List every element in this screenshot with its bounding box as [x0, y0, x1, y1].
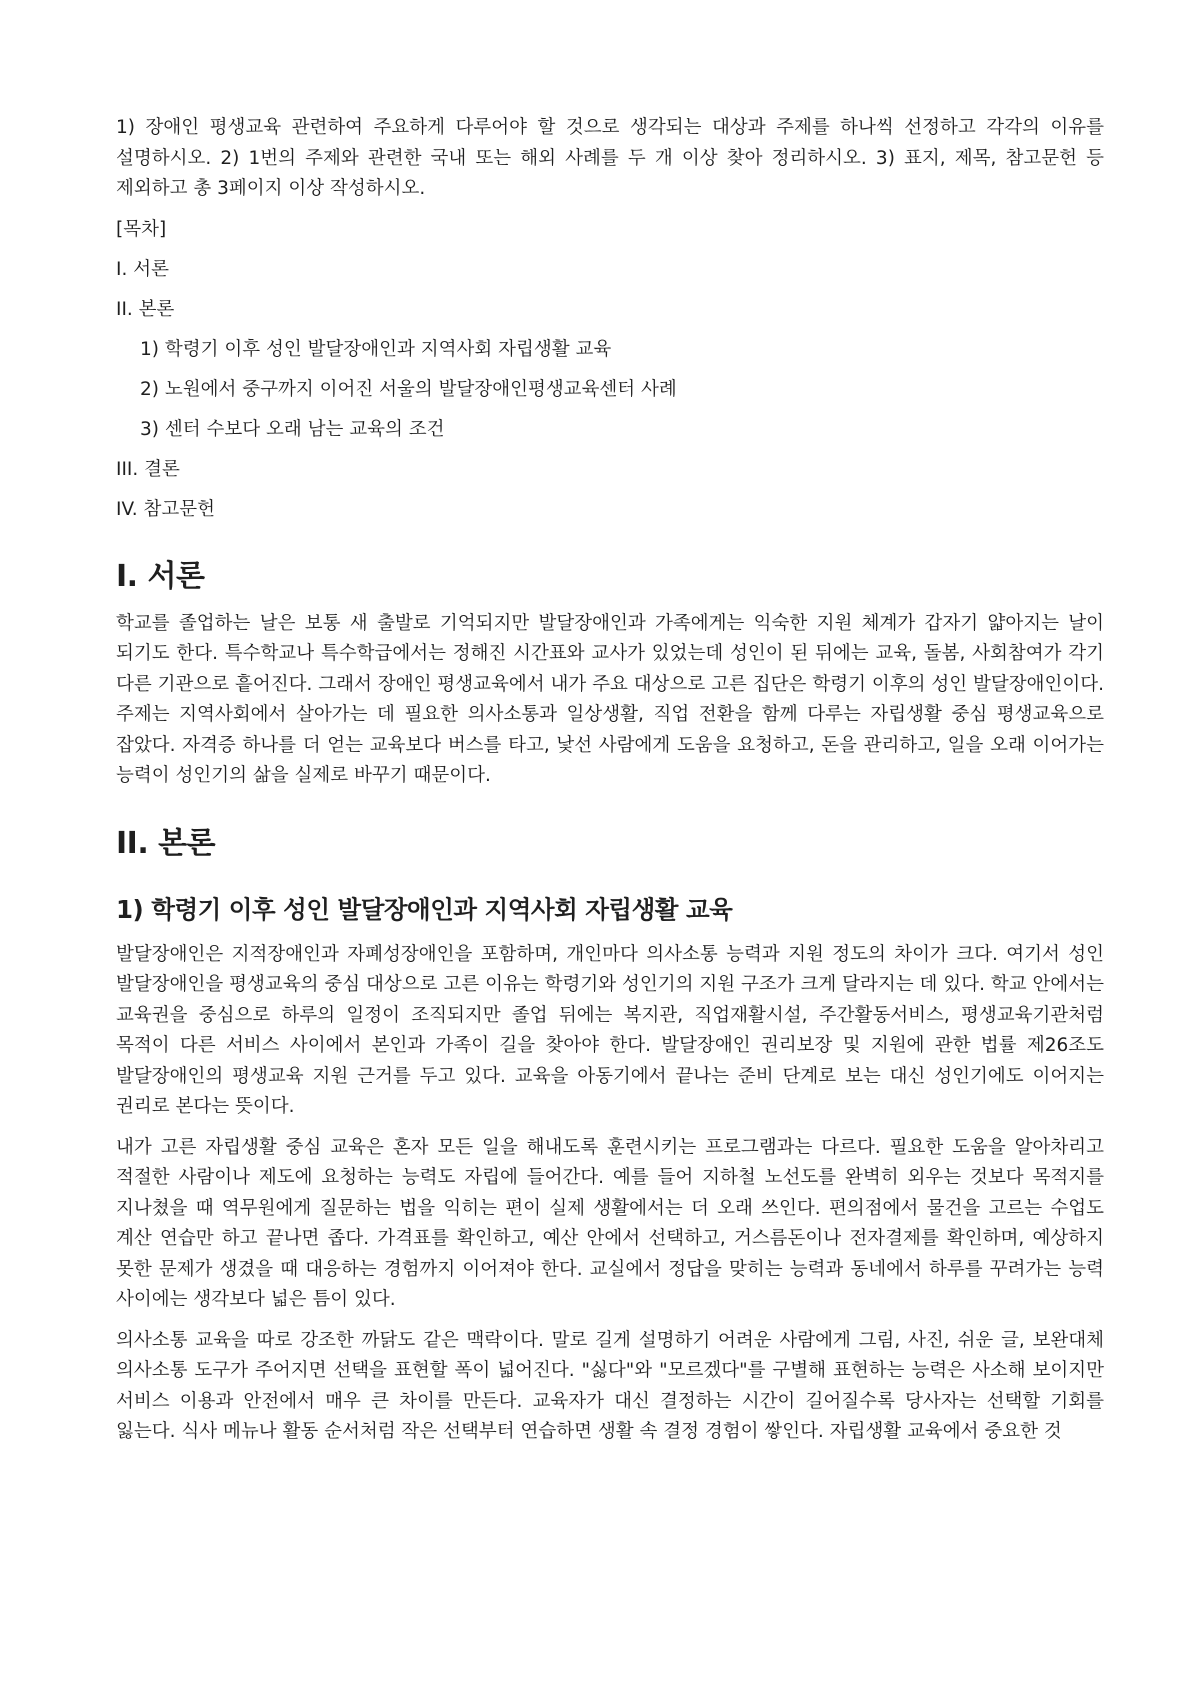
table-of-contents	[116, 215, 1104, 525]
toc-item-body-3: 3) 센터 수보다 오래 남는 교육의 조건	[140, 418, 445, 440]
toc-list	[116, 255, 1104, 525]
toc-item-body-2: 2) 노원에서 중구까지 이어진 서울의 발달장애인평생교육센터 사례	[140, 378, 677, 400]
section-title-body: II. 본론	[116, 825, 216, 861]
toc-heading: [목차]	[116, 218, 167, 240]
toc-item-conclusion: III. 결론	[116, 458, 180, 480]
toc-item-body-1: 1) 학령기 이후 성인 발달장애인과 지역사회 자립생활 교육	[140, 338, 612, 360]
assignment-prompt: 1) 장애인 평생교육 관련하여 주요하게 다루어야 할 것으로 생각되는 대상과 주제를 하나씩 선정하고 각각의 이유를 설명하시오. 2) 1번의 주제와 관련한 국내 또는 해외 사례를 두 개 이상 찾아 정리하시오. 3) 표지, 제목, 참고문헌 등 제외하고 총 3페이지 이상 작성하시오.	[116, 117, 1104, 199]
toc-item-intro: I. 서론	[116, 258, 169, 280]
section-title-intro: I. 서론	[116, 558, 205, 594]
toc-item-references: IV. 참고문헌	[116, 498, 215, 520]
toc-item-body: II. 본론	[116, 298, 175, 320]
body-paragraph: 의사소통 교육을 따로 강조한 까닭도 같은 맥락이다. 말로 길게 설명하기 어려운 사람에게 그림, 사진, 쉬운 글, 보완대체 의사소통 도구가 주어지면 선택을 표현할 폭이 넓어진다. "싫다"와 "모르겠다"를 구별해 표현하는 능력은 사소해 보이지만 서비스 이용과 안전에서 매우 큰 차이를 만든다. 교육자가 대신 결정하는 시간이 길어질수록 당사자는 선택할 기회를 잃는다. 식사 메뉴나 활동 순서처럼 작은 선택부터 연습하면 생활 속 결정 경험이 쌓인다. 자립생활 교육에서 중요한 것	[116, 1329, 1104, 1442]
body-paragraph: 발달장애인은 지적장애인과 자폐성장애인을 포함하며, 개인마다 의사소통 능력과 지원 정도의 차이가 크다. 여기서 성인 발달장애인을 평생교육의 중심 대상으로 고른 이유는 학령기와 성인기의 지원 구조가 크게 달라지는 데 있다. 학교 안에서는 교육권을 중심으로 하루의 일정이 조직되지만 졸업 뒤에는 복지관, 직업재활시설, 주간활동서비스, 평생교육기관처럼 목적이 다른 서비스 사이에서 본인과 가족이 길을 찾아야 한다. 발달장애인 권리보장 및 지원에 관한 법률 제26조도 발달장애인의 평생교육 지원 근거를 두고 있다. 교육을 아동기에서 끝나는 준비 단계로 보는 대신 성인기에도 이어지는 권리로 본다는 뜻이다.	[116, 943, 1104, 1117]
subsection-title-1: 1) 학령기 이후 성인 발달장애인과 지역사회 자립생활 교육	[116, 894, 733, 924]
intro-paragraph: 학교를 졸업하는 날은 보통 새 출발로 기억되지만 발달장애인과 가족에게는 익숙한 지원 체계가 갑자기 얇아지는 날이 되기도 한다. 특수학교나 특수학급에서는 정해진 시간표와 교사가 있었는데 성인이 된 뒤에는 교육, 돌봄, 사회참여가 각기 다른 기관으로 흩어진다. 그래서 장애인 평생교육에서 내가 주요 대상으로 고른 집단은 학령기 이후의 성인 발달장애인이다. 주제는 지역사회에서 살아가는 데 필요한 의사소통과 일상생활, 직업 전환을 함께 다루는 자립생활 중심 평생교육으로 잡았다. 자격증 하나를 더 얻는 교육보다 버스를 타고, 낯선 사람에게 도움을 요청하고, 돈을 관리하고, 일을 오래 이어가는 능력이 성인기의 삶을 실제로 바꾸기 때문이다.	[116, 612, 1104, 786]
body-paragraph: 내가 고른 자립생활 중심 교육은 혼자 모든 일을 해내도록 훈련시키는 프로그램과는 다르다. 필요한 도움을 알아차리고 적절한 사람이나 제도에 요청하는 능력도 자립에 들어간다. 예를 들어 지하철 노선도를 완벽히 외우는 것보다 목적지를 지나쳤을 때 역무원에게 질문하는 법을 익히는 편이 실제 생활에서는 더 오래 쓰인다. 편의점에서 물건을 고르는 수업도 계산 연습만 하고 끝나면 좁다. 가격표를 확인하고, 예산 안에서 선택하고, 거스름돈이나 전자결제를 확인하며, 예상하지 못한 문제가 생겼을 때 대응하는 경험까지 이어져야 한다. 교실에서 정답을 맞히는 능력과 동네에서 하루를 꾸려가는 능력 사이에는 생각보다 넓은 틈이 있다.	[116, 1136, 1104, 1310]
